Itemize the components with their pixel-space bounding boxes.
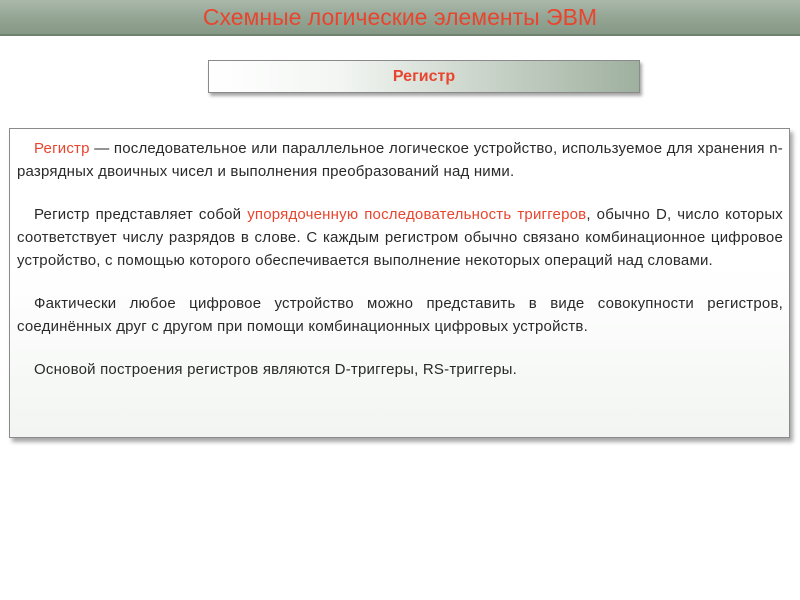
subtitle-box bbox=[208, 60, 640, 93]
paragraph-representation: Фактически любое цифровое устройство можно представить в виде совокупности регистров, соединённых друг с другом при помощи комбинационных цифровых устройств. bbox=[17, 295, 783, 335]
paragraph-definition bbox=[17, 137, 783, 183]
paragraph-basis: Основой построения регистров являются D-триггеры, RS-триггеры. bbox=[34, 361, 517, 378]
structure-text-before: Регистр представляет собой bbox=[34, 206, 248, 223]
slide-subtitle: Регистр bbox=[392, 68, 456, 85]
term-register: Регистр bbox=[34, 140, 90, 157]
definition-text: — последовательное или параллельное логическое устройство, используемое для хранения n-разрядных двоичных чисел и выполнения преобразований над ними. bbox=[17, 140, 783, 180]
highlight-trigger-sequence: упорядоченную последовательность триггеров bbox=[247, 206, 587, 223]
paragraph-structure bbox=[17, 203, 783, 272]
slide-title: Схемные логические элементы ЭВМ bbox=[202, 4, 598, 30]
content-box bbox=[9, 128, 790, 438]
title-bar bbox=[0, 0, 800, 36]
structure-text-after: , обычно D, число которых соответствует числу разрядов в слове. С каждым регистром обычно связано комбинационное цифровое устройство, с помощью которого обеспечивается выполнение некоторых операций над словами. bbox=[17, 206, 783, 269]
